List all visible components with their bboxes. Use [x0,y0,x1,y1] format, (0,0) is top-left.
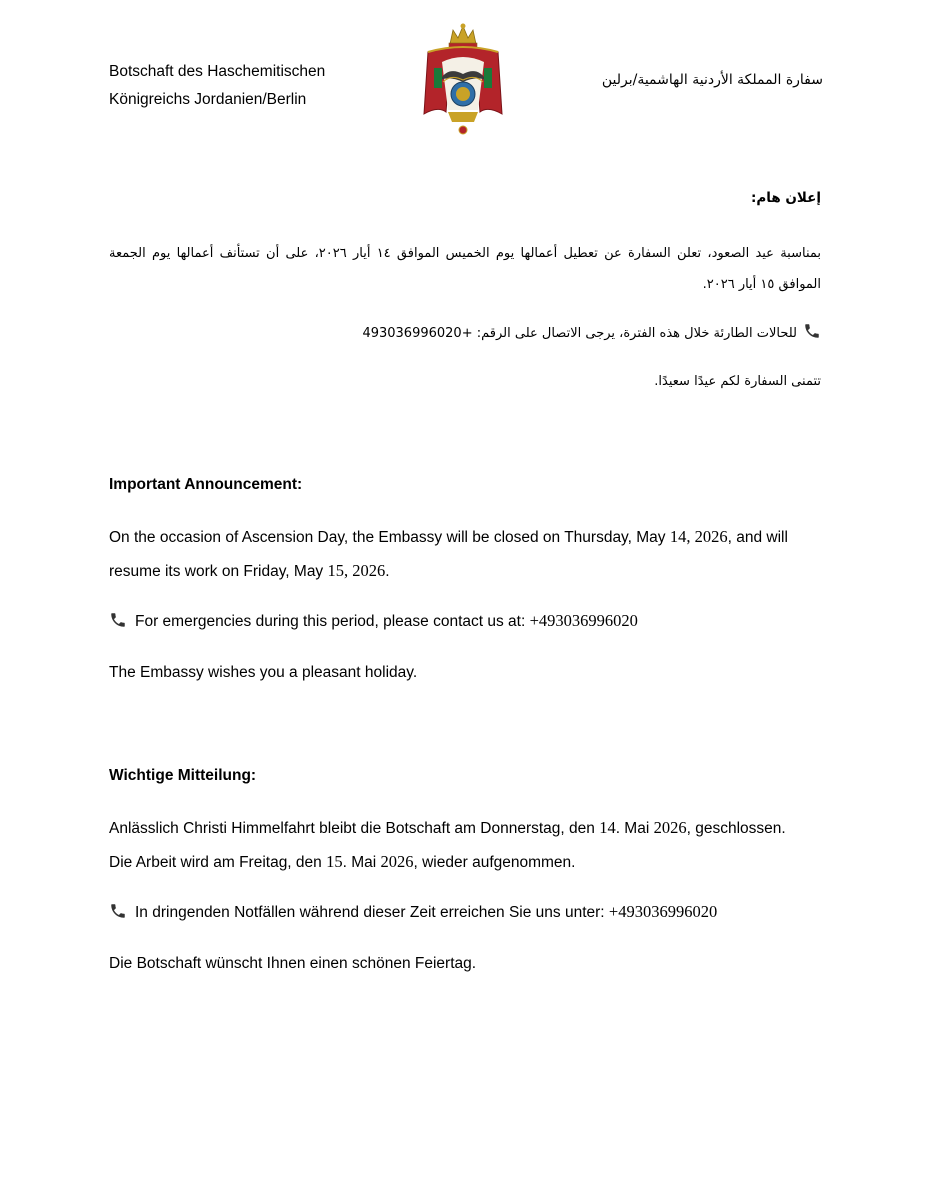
german-day-1: 14 [599,818,616,837]
german-month-1: . Mai [615,820,654,837]
phone-icon [803,322,821,340]
english-emergency-text: For emergencies during this period, please contact us at: [135,613,530,630]
english-title: Important Announcement: [109,476,303,493]
german-emergency-text: In dringenden Notfällen während dieser Zeit erreichen Sie uns unter: [135,904,609,921]
german-line1-text: Anlässlich Christi Himmelfahrt bleibt die Botschaft am Donnerstag, den [109,820,600,837]
phone-icon [109,611,127,629]
german-title: Wichtige Mitteilung: [109,767,257,784]
embassy-name-line1: Botschaft des Haschemitischen [109,63,326,80]
german-line2-text: Die Arbeit wird am Freitag, den [109,854,327,871]
embassy-name-german [109,58,325,114]
german-month-2: . Mai [342,854,381,871]
english-line1-text: On the occasion of Ascension Day, the Embassy will be closed on Thursday, May [109,529,670,546]
phone-icon [109,902,127,920]
german-phone-number: +493036996020 [608,902,718,921]
embassy-name-arabic: سفارة المملكة الأردنية الهاشمية/برلين [601,72,823,88]
german-year-2: 2026 [380,852,414,871]
english-line2 [109,554,824,588]
english-line2-end: . [385,563,390,580]
arabic-title: إعلان هام: [750,190,821,206]
english-wish: The Embassy wishes you a pleasant holiday. [109,664,418,681]
english-paragraph [109,520,824,588]
coat-of-arms-icon [418,22,508,140]
german-line2-end: , wieder aufgenommen. [413,854,576,871]
english-phone-number: +493036996020 [529,611,638,630]
german-line1 [109,811,824,845]
german-paragraph [109,811,824,879]
english-emergency [109,604,824,638]
english-line1 [109,520,824,554]
english-line2-text: resume its work on Friday, May [109,563,328,580]
german-year-1: 2026 [653,818,687,837]
embassy-name-line2: Königreichs Jordanien/Berlin [109,91,307,108]
arabic-emergency-text: للحالات الطارئة خلال هذه الفترة، يرجى الاتصال على الرقم: +493036996020 [362,326,797,341]
english-line1-end: , and will [727,529,788,546]
english-date-1: 14, 2026 [669,527,728,546]
arabic-wish: تتمنى السفارة لكم عيدًا سعيدًا. [654,374,821,389]
english-date-2: 15, 2026 [327,561,386,580]
german-wish: Die Botschaft wünscht Ihnen einen schönen Feiertag. [109,955,477,972]
arabic-emergency [109,322,821,341]
arabic-paragraph: بمناسبة عيد الصعود، تعلن السفارة عن تعطيل أعمالها يوم الخميس الموافق ١٤ أيار ٢٠٢٦، على أن تستأنف أعمالها يوم الجمعة الموافق ١٥ أيار ٢٠٢٦. [109,246,821,292]
german-day-2: 15 [326,852,343,871]
german-line2 [109,845,824,879]
german-line1-end: , geschlossen. [686,820,786,837]
german-emergency [109,895,824,929]
